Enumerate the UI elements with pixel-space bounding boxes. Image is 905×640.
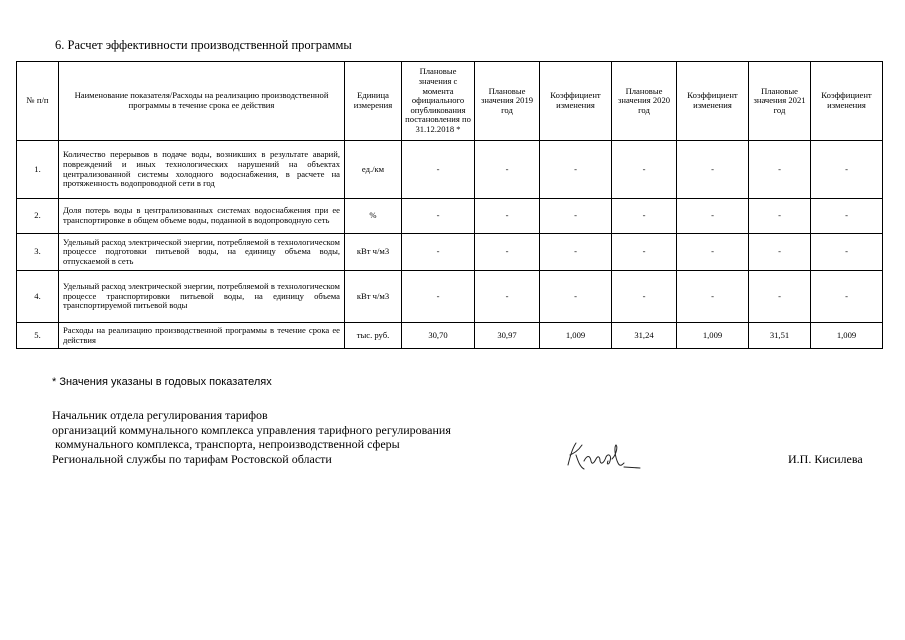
value-cell: - [402,271,475,323]
col-header-coef-2020: Коэффициент изменения [677,62,749,141]
col-header-plan-2018: Плановые значения с момента официального опубликования постановления по 31.12.2018 * [402,62,475,141]
row-number: 2. [17,199,59,234]
col-header-coef-2019: Коэффициент изменения [540,62,612,141]
value-cell: - [749,141,811,199]
signatory-title-block [52,408,451,466]
signatory-title-line: Региональной службы по тарифам Ростовской области [52,451,332,466]
row-number: 5. [17,323,59,349]
value-cell: - [540,141,612,199]
value-cell: - [677,271,749,323]
value-cell: - [811,141,883,199]
unit-cell: тыс. руб. [345,323,402,349]
indicator-name: Удельный расход электрической энергии, потребляемой в технологическом процессе подготовки питьевой воды, на единицу объема воды, отпускаемой в сеть [59,234,345,271]
value-cell: - [475,234,540,271]
value-cell: - [612,141,677,199]
row-number: 3. [17,234,59,271]
value-cell: - [402,234,475,271]
col-header-plan-2019: Плановые значения 2019 год [475,62,540,141]
signatory-name: И.П. Кисилева [788,452,863,466]
value-cell: - [475,199,540,234]
table-row [17,323,883,349]
value-cell: - [540,199,612,234]
value-cell: - [612,199,677,234]
table-header-row [17,62,883,141]
unit-cell: ед./км [345,141,402,199]
footnote: * Значения указаны в годовых показателях [52,376,272,388]
section-heading: 6. Расчет эффективности производственной программы [55,38,352,52]
col-header-number: № п/п [17,62,59,141]
value-cell: 1,009 [677,323,749,349]
value-cell: - [540,234,612,271]
value-cell: - [749,199,811,234]
indicator-name: Доля потерь воды в централизованных системах водоснабжения при ее транспортировке в общем объеме воды, поданной в водопроводную сеть [59,199,345,234]
value-cell: - [811,199,883,234]
value-cell: - [749,271,811,323]
col-header-unit: Единица измерения [345,62,402,141]
table-row [17,271,883,323]
indicator-name: Количество перерывов в подаче воды, возникших в результате аварий, повреждений и иных технологических нарушений на объектах централизованной системы холодного водоснабжения, в расчете на протяженность водопроводной сети в год [59,141,345,199]
unit-cell: % [345,199,402,234]
value-cell: 30,97 [475,323,540,349]
value-cell: - [811,271,883,323]
value-cell: - [540,271,612,323]
signatory-title-line: коммунального комплекса, транспорта, непроизводственной сферы [52,437,400,452]
table-row [17,199,883,234]
value-cell: 1,009 [540,323,612,349]
value-cell: - [612,234,677,271]
col-header-name: Наименование показателя/Расходы на реализацию производственной программы в течение срока ее действия [59,62,345,141]
handwritten-signature [560,437,650,475]
indicator-name: Удельный расход электрической энергии, потребляемой в технологическом процессе транспортировки питьевой воды, на единицу объема транспортируемой питьевой воды [59,271,345,323]
col-header-plan-2020: Плановые значения 2020 год [612,62,677,141]
value-cell: - [677,199,749,234]
value-cell: 31,24 [612,323,677,349]
row-number: 4. [17,271,59,323]
unit-cell: кВт ч/м3 [345,271,402,323]
value-cell: - [677,141,749,199]
col-header-coef-2021: Коэффициент изменения [811,62,883,141]
value-cell: - [402,141,475,199]
value-cell: - [749,234,811,271]
value-cell: 1,009 [811,323,883,349]
col-header-plan-2021: Плановые значения 2021 год [749,62,811,141]
unit-cell: кВт ч/м3 [345,234,402,271]
value-cell: - [677,234,749,271]
signatory-title-line: Начальник отдела регулирования тарифов [52,408,268,422]
value-cell: - [612,271,677,323]
value-cell: 31,51 [749,323,811,349]
table-row [17,141,883,199]
row-number: 1. [17,141,59,199]
value-cell: 30,70 [402,323,475,349]
efficiency-table [16,61,883,349]
value-cell: - [475,271,540,323]
signatory-title-line: организаций коммунального комплекса управления тарифного регулирования [52,422,451,437]
value-cell: - [402,199,475,234]
table-row [17,234,883,271]
value-cell: - [475,141,540,199]
indicator-name: Расходы на реализацию производственной программы в течение срока ее действия [59,323,345,349]
value-cell: - [811,234,883,271]
